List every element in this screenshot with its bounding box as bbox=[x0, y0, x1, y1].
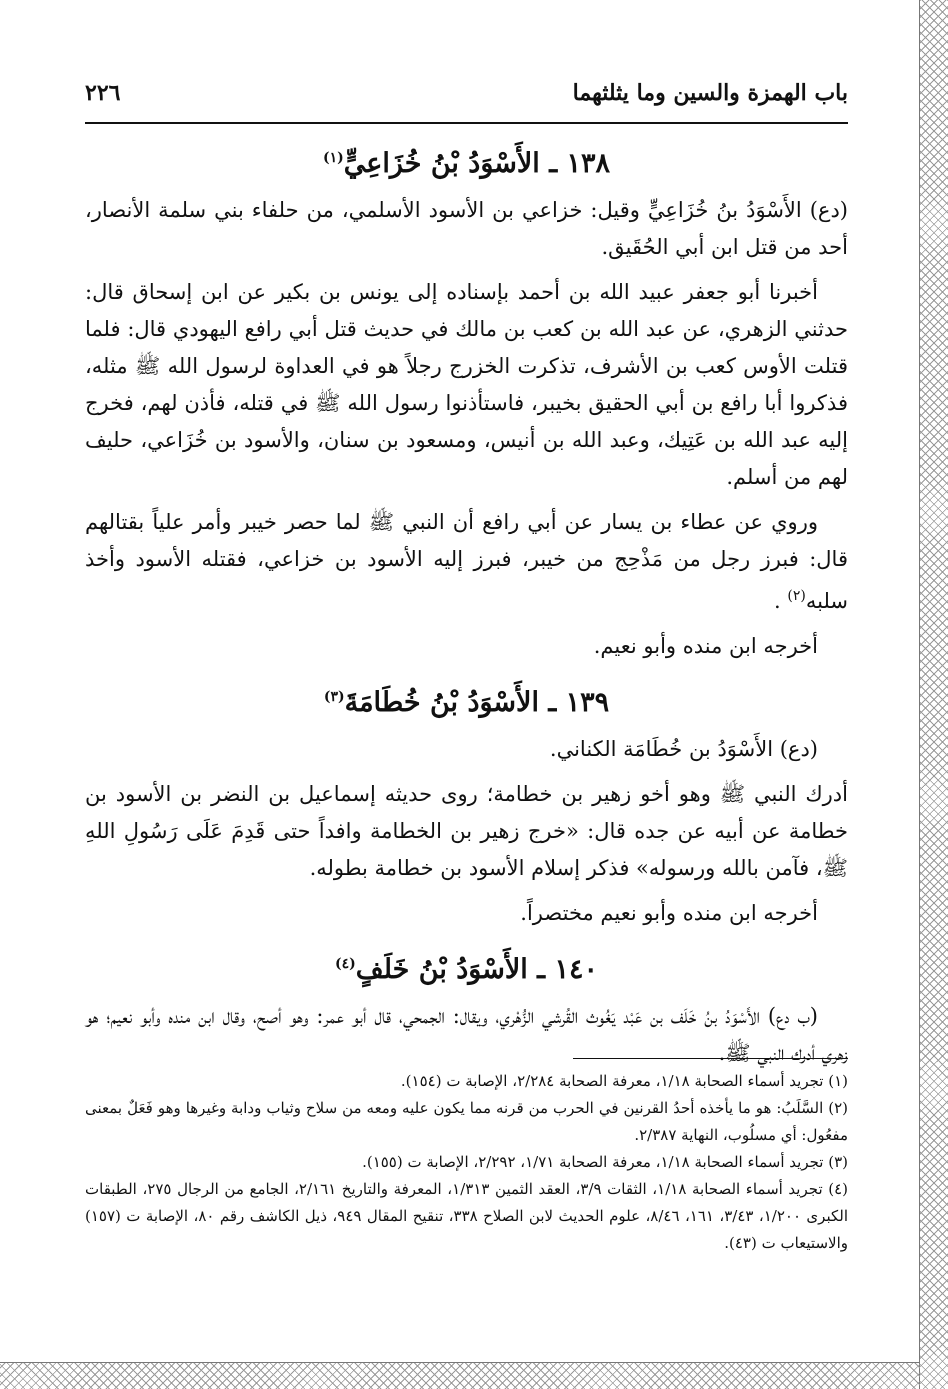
footnote-ref: (١) bbox=[322, 150, 344, 166]
footnote-separator bbox=[573, 1058, 848, 1059]
footnote-ref: (٣) bbox=[323, 689, 345, 705]
paragraph: أخبرنا أبو جعفر عبيد الله بن أحمد بإسناده إلى يونس بن بكير عن ابن إسحاق قال: حدثني الزهري، عن عبد الله بن كعب بن مالك في حديث قتل أبي رافع اليهودي قال: فلما قتلت الأوس كعب بن الأشرف، تذكرت الخزرج رجلاً هو في العداوة لرسول الله ﷺ مثله، فذكروا أبا رافع بن أبي الحقيق بخيبر، فاستأذنوا رسول الله ﷺ في قتله، فأذن لهم، فخرج إليه عبد الله بن عَتِيك، وعبد الله بن أنيس، ومسعود بن سنان، والأسود بن خُزَاعي، حليف لهم من أسلم. bbox=[85, 280, 848, 489]
paragraph: (دع) الأَسْوَدُ بنُ خُزَاعِيٍّ وقيل: خزاعي بن الأسود الأسلمي، من حلفاء بني سلمة الأنصار، أحد من قتل ابن أبي الحُقَيق. bbox=[85, 198, 848, 259]
entry-title-text: ١٣٩ ـ الأَسْوَدُ بْنُ خُطَامَةَ bbox=[344, 687, 610, 718]
footnote-ref: (٢) bbox=[787, 588, 806, 604]
footnote: (٤) تجريد أسماء الصحابة ١/١٨، الثقات ٣/٩، العقد الثمين ١/٣١٣، المعرفة والتاريخ ٢/١٦١، الجامع من الرجال ٢٧٥، الطبقات الكبرى ١/٢٠٠، ٣/٤٣، ١٦١، ٨/٤٦، علوم الحديث لابن الصلاح ٣٣٨، تنقيح المقال ٩٤٩، ذيل الكاشف رقم ٨٠، الإصابة ت (١٥٧) والاستيعاب ت (٤٣). bbox=[85, 1180, 848, 1252]
chapter-title: باب الهمزة والسين وما يثلثهما bbox=[572, 80, 848, 106]
entry-title-text: ١٣٨ ـ الأَسْوَدُ بْنُ خُزَاعِيٍّ bbox=[343, 148, 611, 179]
entry-title-text: ١٤٠ ـ الأَسْوَدُ بْنُ خَلَفٍ bbox=[355, 954, 598, 985]
main-text bbox=[85, 126, 848, 1080]
page-number: ٢٢٦ bbox=[85, 80, 121, 106]
paragraph: (دع) الأَسْوَدُ بن خُطَامَة الكناني. bbox=[549, 737, 818, 761]
footnote: (١) تجريد أسماء الصحابة ١/١٨، معرفة الصحابة ٢/٢٨٤، الإصابة ت (١٥٤). bbox=[400, 1072, 848, 1090]
footnote: (٣) تجريد أسماء الصحابة ١/١٨، معرفة الصحابة ١/٧١، ٢/٢٩٢، الإصابة ت (١٥٥). bbox=[362, 1153, 848, 1171]
entry-title bbox=[85, 136, 848, 186]
period: . bbox=[774, 589, 788, 613]
footnote-ref: (٤) bbox=[335, 956, 356, 972]
footnote: (٢) السَّلَبُ: هو ما يأخذه أحدُ القرنين في الحرب من قرنه مما يكون عليه ومعه من سلاح وثياب ودابة وغيرها وهو فَعَلٌ بمعنى مفعُول: أي مسلُوب، النهاية ٢/٣٨٧. bbox=[85, 1099, 848, 1144]
entry-title bbox=[85, 942, 848, 992]
decorative-border-right bbox=[919, 0, 948, 1389]
paragraph: أخرجه ابن منده وأبو نعيم مختصراً. bbox=[520, 901, 818, 925]
paragraph bbox=[85, 504, 848, 620]
footnotes bbox=[85, 1068, 848, 1257]
paragraph: (ب دع) الأَسْوَدُ بنُ خَلَف بن عَبْد يَغُوث القُرشي الزُّهْري، ويقال: الجمحي، قال أبو عمر: وهو أصح، وقال ابن منده وأبو نعيم؛ هو زهري أدرك النبي ﷺ. bbox=[85, 1004, 848, 1065]
decorative-border-bottom bbox=[0, 1362, 920, 1389]
entry-title bbox=[85, 675, 848, 725]
paragraph-text: وروي عن عطاء بن يسار عن أبي رافع أن النبي ﷺ لما حصر خيبر وأمر علياً بقتالهم قال: فبرز رجل من مَذْحِج من خيبر، فبرز إليه الأسود بن خزاعي، فقتله الأسود وأخذ سلبه bbox=[85, 510, 848, 613]
running-header bbox=[85, 74, 848, 124]
paragraph: أخرجه ابن منده وأبو نعيم. bbox=[593, 634, 818, 658]
paragraph: أدرك النبي ﷺ وهو أخو زهير بن خطامة؛ روى حديثه إسماعيل بن النضر بن الأسود بن خطامة عن أبيه عن جده قال: «خرج زهير بن الخطامة وافداً حتى قَدِمَ عَلَى رَسُولِ اللهِ ﷺ، فآمن بالله ورسوله» فذكر إسلام الأسود بن خطامة بطوله. bbox=[85, 782, 848, 880]
